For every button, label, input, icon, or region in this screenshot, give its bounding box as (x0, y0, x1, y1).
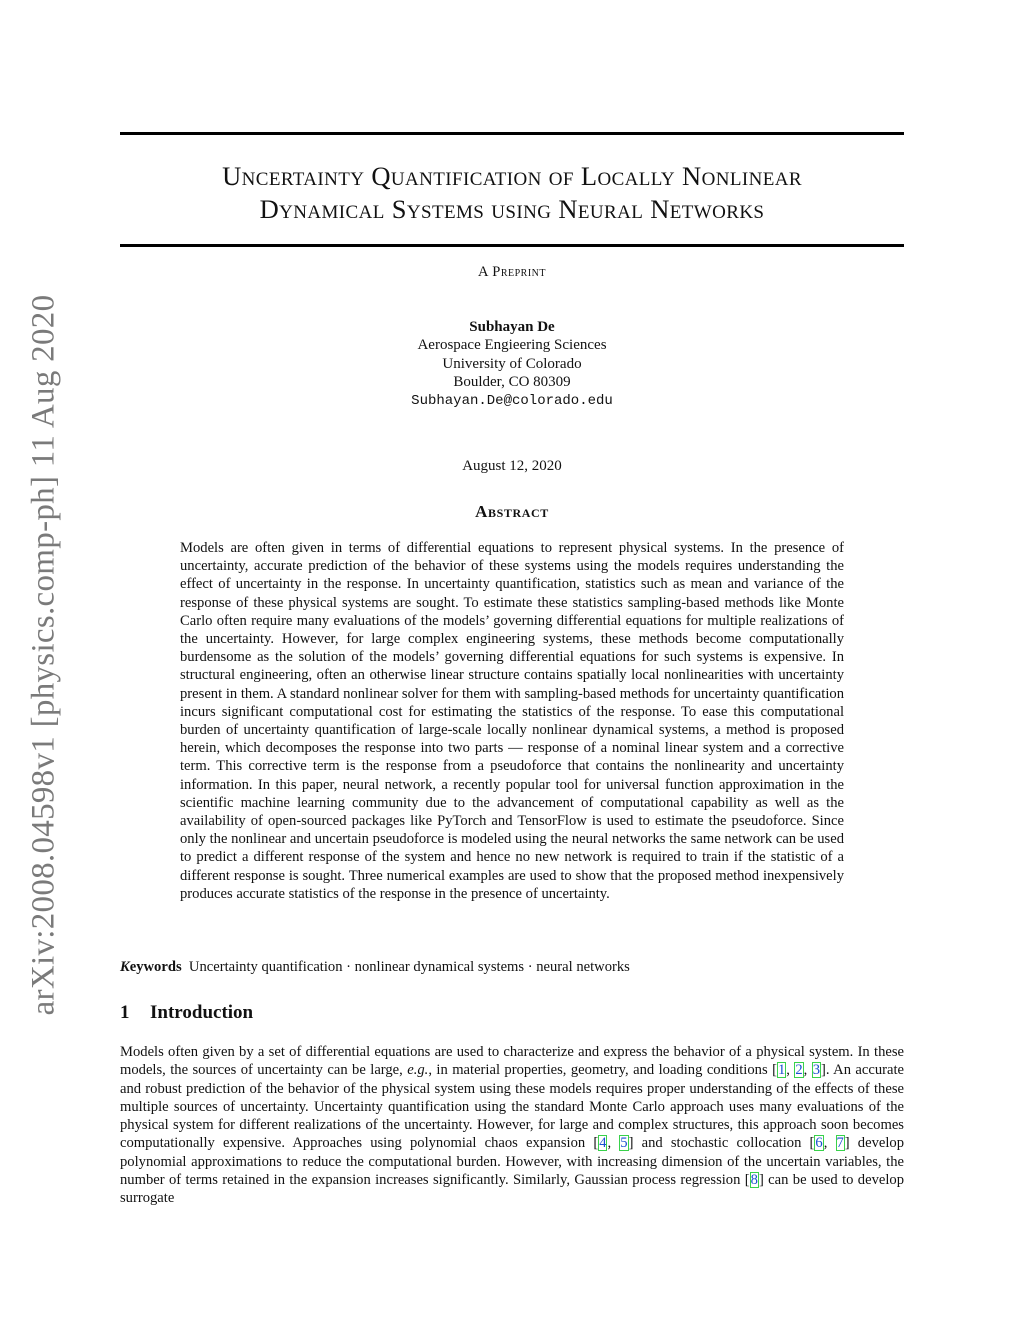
intro-text-2: , in material properties, geometry, and loading conditions [ (428, 1062, 777, 1079)
section-heading (120, 1002, 904, 1024)
title-bottom-rule (120, 244, 904, 247)
intro-text-1: Models often given by a set of differential equations are used to characterize and express the behavior of a physical system. In these models, the sources of uncertainty can be large, (120, 1044, 904, 1079)
citation-separator: , (803, 1062, 812, 1079)
arxiv-identifier: arXiv:2008.04598v1 [physics.comp-ph] 11 Aug 2020 (25, 294, 62, 1016)
keywords-label (120, 959, 182, 975)
citation-separator: , (607, 1135, 620, 1152)
citation-link[interactable]: 6 (815, 1135, 823, 1152)
preprint-label: A Preprint (477, 264, 547, 280)
paper-title-line-2: Dynamical Systems using Neural Networks (259, 194, 765, 224)
intro-text-6: ] can be used to develop surrogate (120, 1172, 904, 1207)
abstract-text: Models are often given in terms of differential equations to represent physical systems. In the presence of uncertainty, accurate prediction of the behavior of these systems using the models requires understanding the effect of uncertainty in the response. In uncertainty quantification, statistics such as mean and variance of the response of these physical systems are sought. To estimate these statistics sampling-based methods like Monte Carlo often require many evaluations of the models’ governing differential equations for multiple realizations of the uncertainty. However, for large complex engineering systems, these methods become computationally burdensome as the solution of the models’ governing differential equations for such systems is expensive. In structural engineering, often an otherwise linear structure contains spatially local nonlinearities with uncertainty present in them. A standard nonlinear solver for them with sampling-based methods for uncertainty quantification incurs significant computational cost for estimating the statistics of the response. To ease this computational burden of uncertainty quantification of large-scale locally nonlinear dynamical systems, a method is proposed herein, which decomposes the response into two parts — response of a nominal linear system and a corrective term. This corrective term is the response from a pseudoforce that contains the nonlinearity and uncertainty information. In this paper, neural network, a recently popular tool for universal function approximation in the scientific machine learning community due to the advancement of computational capability as well as the availability of open-sourced packages like PyTorch and TensorFlow is used to estimate the pseudoforce. Since only the nonlinear and uncertain pseudoforce is modeled using the neural networks the same network can be used to predict a different response of the system and hence no new network is required to train if the statistic of a different response is sought. Three numerical examples are used to show that the proposed method inexpensively produces accurate statistics of the response in the presence of uncertainty. (180, 540, 844, 902)
author-location: Boulder, CO 80309 (453, 374, 571, 391)
citation-separator: , (786, 1062, 795, 1079)
section-title: Introduction (150, 1002, 254, 1023)
author-affiliation: Aerospace Engieering Sciences (417, 337, 607, 354)
citation-link[interactable]: 2 (795, 1062, 803, 1079)
intro-text-4: ] and stochastic collocation [ (628, 1135, 815, 1152)
section-number: 1 (120, 1002, 130, 1023)
citation-link[interactable]: 1 (777, 1062, 786, 1079)
keywords-text: Uncertainty quantification · nonlinear dynamical systems · neural networks (188, 959, 630, 975)
citation-link[interactable]: 3 (812, 1062, 821, 1079)
author-block (120, 318, 904, 410)
author-university: University of Colorado (442, 355, 582, 372)
paper-date: August 12, 2020 (462, 458, 562, 474)
keywords-line (120, 958, 904, 976)
paper-title (120, 160, 904, 226)
keywords-label-initial: K (120, 959, 130, 975)
paper-title-line-1: Uncertainty Quantification of Locally Nonlinear (222, 161, 802, 191)
intro-eg: e.g. (407, 1062, 429, 1079)
intro-text-3: ]. An accurate and robust prediction of the behavior of the physical system using these models requires proper understanding of the effects of these multiple sources of uncertainty. Uncertainty quantification using the standard Monte Carlo approach uses many evaluations of the physical system for different realizations of the uncertainty. However, for large and complex structures, this approach soon becomes computationally expensive. Approaches using polynomial chaos expansion [ (120, 1062, 905, 1152)
citation-link[interactable]: 8 (750, 1172, 758, 1189)
introduction-paragraph (120, 1043, 904, 1208)
author-email[interactable]: Subhayan.De@colorado.edu (411, 392, 613, 409)
title-top-rule (120, 132, 904, 135)
abstract-heading: Abstract (475, 502, 549, 521)
citation-link[interactable]: 5 (620, 1135, 628, 1152)
intro-text-5: ] develop polynomial approximations to reduce the computational burden. However, with increasing dimension of the uncertain variables, the number of terms retained in the expansion increases significantly. Similarly, Gaussian process regression [ (120, 1135, 905, 1189)
citation-link[interactable]: 7 (836, 1135, 844, 1152)
citation-separator: , (823, 1135, 836, 1152)
keywords-label-rest: eywords (129, 959, 182, 975)
citation-link[interactable]: 4 (599, 1135, 607, 1152)
author-name: Subhayan De (469, 319, 555, 335)
